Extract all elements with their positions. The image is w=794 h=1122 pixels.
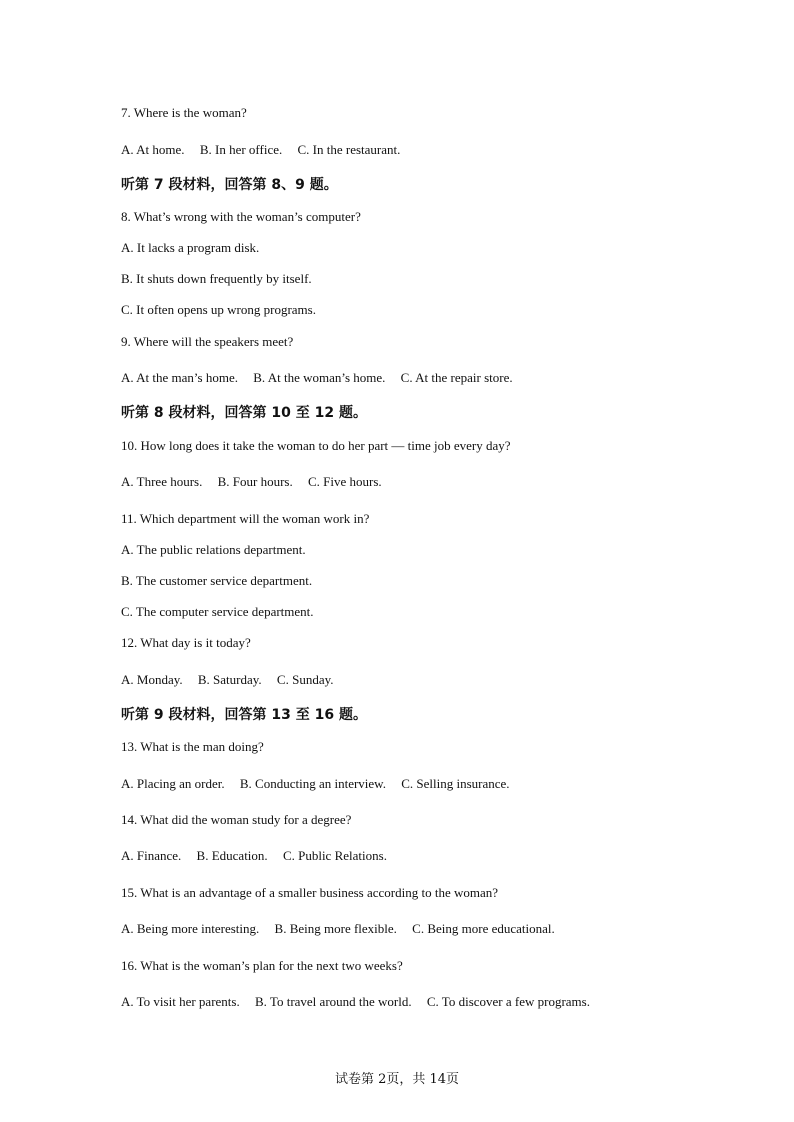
option-c: C. Selling insurance. <box>401 776 510 791</box>
option-c: C. In the restaurant. <box>297 142 401 157</box>
question-15-options <box>121 921 555 937</box>
option-b: B. Education. <box>196 848 268 863</box>
option-a: A. To visit her parents. <box>121 994 240 1009</box>
question-16: 16. What is the woman’s plan for the next two weeks? <box>121 958 403 973</box>
option-c: C. At the repair store. <box>400 370 513 385</box>
option-c: C. Sunday. <box>276 672 334 687</box>
question-9: 9. Where will the speakers meet? <box>121 334 294 349</box>
option-b: B. At the woman’s home. <box>253 370 386 385</box>
option-b: B. It shuts down frequently by itself. <box>121 271 312 286</box>
option-c: C. The computer service department. <box>121 604 314 619</box>
question-12-options <box>121 672 334 688</box>
question-9-options <box>121 370 513 386</box>
option-a: A. Being more interesting. <box>121 921 260 936</box>
question-12: 12. What day is it today? <box>121 635 251 650</box>
question-11: 11. Which department will the woman work in? <box>121 511 370 526</box>
question-15: 15. What is an advantage of a smaller business according to the woman? <box>121 885 499 900</box>
option-b: B. Conducting an interview. <box>239 776 386 791</box>
option-a: A. Monday. <box>121 672 183 687</box>
question-14-options <box>121 848 387 864</box>
question-8: 8. What’s wrong with the woman’s computer? <box>121 209 361 224</box>
question-7-options <box>121 142 400 158</box>
option-b: B. To travel around the world. <box>254 994 412 1009</box>
question-10: 10. How long does it take the woman to do her part — time job every day? <box>121 438 511 453</box>
option-c: C. To discover a few programs. <box>426 994 590 1009</box>
option-a: A. Placing an order. <box>121 776 225 791</box>
option-a: A. It lacks a program disk. <box>121 240 260 255</box>
question-10-options <box>121 474 382 490</box>
question-7: 7. Where is the woman? <box>121 105 247 120</box>
section-heading-8: 听第 8 段材料，回答第 10 至 12 题。 <box>121 405 367 421</box>
option-a: A. Finance. <box>121 848 182 863</box>
option-b: B. Saturday. <box>197 672 262 687</box>
option-a: A. The public relations department. <box>121 542 306 557</box>
section-heading-7: 听第 7 段材料，回答第 8、9 题。 <box>121 177 338 193</box>
option-c: C. Public Relations. <box>282 848 387 863</box>
option-a: A. Three hours. <box>121 474 203 489</box>
question-13: 13. What is the man doing? <box>121 739 264 754</box>
question-13-options <box>121 776 510 792</box>
option-b: B. In her office. <box>199 142 283 157</box>
option-c: C. Being more educational. <box>412 921 555 936</box>
option-a: A. At the man’s home. <box>121 370 238 385</box>
option-b: B. The customer service department. <box>121 573 313 588</box>
question-16-options <box>121 994 590 1010</box>
option-b: B. Being more flexible. <box>274 921 397 936</box>
page-footer: 试卷第 2页，共 14页 <box>334 1072 460 1087</box>
option-b: B. Four hours. <box>217 474 293 489</box>
option-a: A. At home. <box>121 142 185 157</box>
section-heading-9: 听第 9 段材料，回答第 13 至 16 题。 <box>121 707 367 723</box>
option-c: C. It often opens up wrong programs. <box>121 302 316 317</box>
option-c: C. Five hours. <box>307 474 382 489</box>
question-14: 14. What did the woman study for a degree? <box>121 812 352 827</box>
